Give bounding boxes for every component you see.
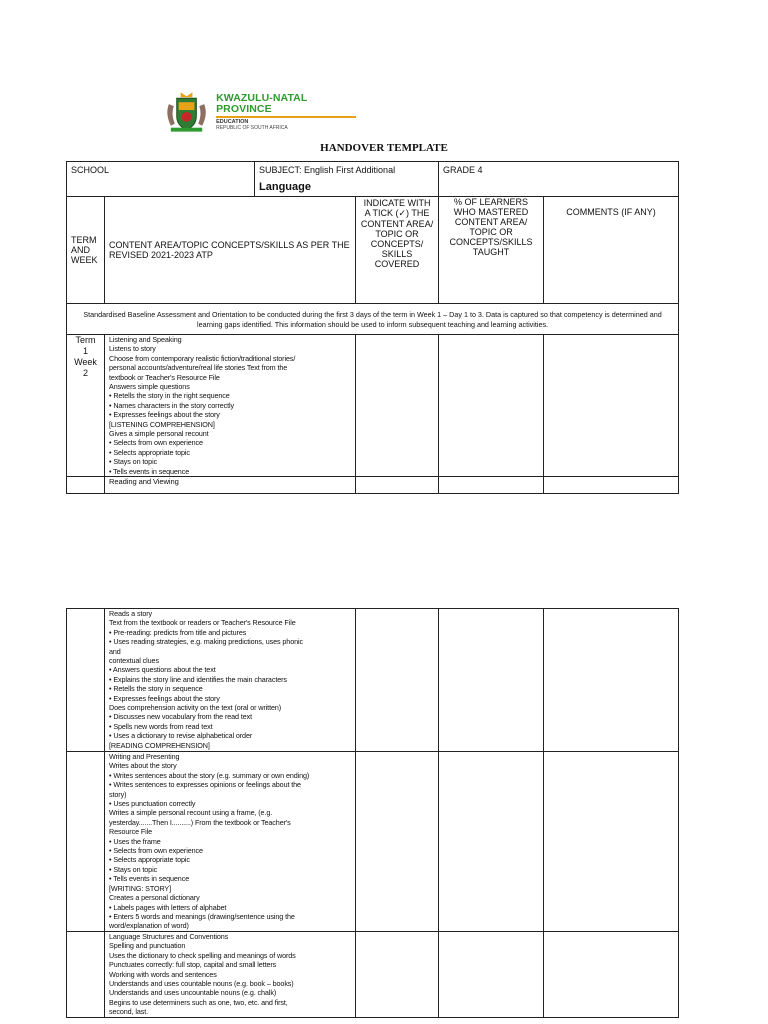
reading-line: • Discusses new vocabulary from the read text [109, 712, 253, 722]
comments-cell-listening[interactable] [544, 335, 679, 477]
term-week-cell: Term 1 Week 2 [67, 335, 105, 477]
reading-line: • Expresses feelings about the story [109, 693, 220, 703]
listening-line: Listening and Speaking [109, 335, 182, 344]
language-line: Uses the dictionary to check spelling and meanings of words [109, 950, 296, 960]
reading-viewing-content [105, 609, 356, 752]
writing-line: word/explanation of word) [109, 921, 189, 931]
language-line: second, last. [109, 1007, 149, 1017]
subject-prefix: SUBJECT: English First Additional [259, 165, 396, 175]
writing-line: • Labels pages with letters of alphabet [109, 902, 227, 912]
school-field[interactable]: SCHOOL [67, 162, 255, 197]
language-line: Working with words and sentences [109, 969, 217, 979]
col-header-term-week: TERM AND WEEK [67, 197, 105, 304]
comments-cell-language[interactable] [544, 932, 679, 1018]
language-line: Language Structures and Conventions [109, 932, 229, 941]
listening-line: • Retells the story in the right sequence [109, 391, 230, 401]
writing-line: • Stays on topic [109, 864, 158, 874]
reading-line: Reads a story [109, 609, 153, 618]
col-header-content-area: CONTENT AREA/TOPIC CONCEPTS/SKILLS AS PER THE REVISED 2021-2023 ATP [105, 197, 356, 304]
term-week-cell-language [67, 932, 105, 1018]
writing-line: • Writes sentences about the story (e.g. summary or own ending) [109, 770, 310, 780]
reading-viewing-heading: Reading and Viewing [105, 477, 356, 494]
col-header-percent-mastered: % OF LEARNERS WHO MASTERED CONTENT AREA/ TOPIC OR CONCEPTS/SKILLS TAUGHT [439, 197, 544, 304]
comments-cell-reading-heading[interactable] [544, 477, 679, 494]
coat-of-arms-icon [163, 90, 210, 134]
tick-cell-listening[interactable] [356, 335, 439, 477]
language-structures-content [105, 932, 356, 1018]
tick-cell-writing[interactable] [356, 752, 439, 932]
term-week-cell-reading [67, 609, 105, 752]
reading-line: [READING COMPREHENSION] [109, 740, 210, 750]
writing-line: [WRITING: STORY] [109, 883, 172, 893]
writing-line: Resource File [109, 827, 153, 837]
document-title: HANDOVER TEMPLATE [320, 142, 448, 154]
listening-speaking-content [105, 335, 356, 477]
reading-line: • Uses a dictionary to revise alphabetical order [109, 731, 253, 741]
percent-cell-listening[interactable] [439, 335, 544, 477]
language-line: Spelling and punctuation [109, 941, 186, 951]
language-line: Begins to use determiners such as one, two, etc. and first, [109, 997, 288, 1007]
tick-cell-reading[interactable] [356, 609, 439, 752]
listening-line: • Selects from own experience [109, 438, 203, 448]
reading-line: • Spells new words from read text [109, 721, 213, 731]
logo-province: KWAZULU-NATAL PROVINCE [216, 92, 308, 115]
language-line: Understands and uses countable nouns (e.g. book – books) [109, 979, 294, 989]
logo-country: REPUBLIC OF SOUTH AFRICA [216, 124, 288, 131]
listening-line: • Tells events in sequence [109, 466, 190, 476]
writing-line: • Selects appropriate topic [109, 855, 190, 865]
listening-line: Choose from contemporary realistic fiction/traditional stories/ [109, 353, 296, 363]
writing-line: • Uses punctuation correctly [109, 799, 196, 809]
percent-cell-reading-heading[interactable] [439, 477, 544, 494]
listening-line: textbook or Teacher's Resource File [109, 372, 220, 382]
writing-line: Creates a personal dictionary [109, 893, 200, 903]
reading-line: • Answers questions about the text [109, 665, 216, 675]
language-line: Punctuates correctly: full stop, capital and small letters [109, 960, 277, 970]
reading-line: and [109, 646, 121, 656]
reading-line: Text from the textbook or readers or Teacher's Resource File [109, 618, 296, 628]
comments-cell-writing[interactable] [544, 752, 679, 932]
percent-cell-language[interactable] [439, 932, 544, 1018]
kzn-education-logo [163, 90, 363, 134]
writing-presenting-content [105, 752, 356, 932]
listening-line: Answers simple questions [109, 382, 190, 392]
comments-cell-reading[interactable] [544, 609, 679, 752]
writing-line: • Tells events in sequence [109, 874, 190, 884]
writing-line: Writing and Presenting [109, 752, 180, 761]
writing-line: • Selects from own experience [109, 846, 203, 856]
writing-line: • Enters 5 words and meanings (drawing/sentence using the [109, 911, 295, 921]
reading-line: • Explains the story line and identifies the main characters [109, 674, 287, 684]
reading-line: • Pre-reading: predicts from title and pictures [109, 627, 247, 637]
language-line: Understands and uses uncountable nouns (e.g. chalk) [109, 988, 277, 998]
writing-line: Writes a simple personal recount using a frame, (e.g. [109, 808, 273, 818]
listening-line: • Names characters in the story correctly [109, 400, 235, 410]
tick-cell-reading-heading[interactable] [356, 477, 439, 494]
logo-divider [216, 116, 356, 118]
term-week-cell-empty [67, 477, 105, 494]
listening-line: Gives a simple personal recount [109, 429, 209, 439]
listening-line: • Expresses feelings about the story [109, 410, 220, 420]
reading-line: contextual clues [109, 656, 159, 666]
logo-department: EDUCATION [216, 119, 249, 126]
percent-cell-writing[interactable] [439, 752, 544, 932]
writing-line: Writes about the story [109, 761, 177, 771]
tick-cell-language[interactable] [356, 932, 439, 1018]
reading-line: • Uses reading strategies, e.g. making predictions, uses phonic [109, 637, 303, 647]
listening-line: • Stays on topic [109, 457, 158, 467]
listening-line: [LISTENING COMPREHENSION] [109, 419, 215, 429]
writing-line: story) [109, 789, 127, 799]
handover-table-page-2 [66, 608, 679, 1018]
subject-emphasis: Language [259, 181, 311, 193]
col-header-comments: COMMENTS (IF ANY) [544, 197, 679, 304]
col-header-indicate-tick: INDICATE WITH A TICK (✓) THE CONTENT AREA/ TOPIC OR CONCEPTS/ SKILLS COVERED [356, 197, 439, 304]
term-week-cell-writing [67, 752, 105, 932]
handover-table-page-1 [66, 161, 679, 494]
reading-line: Does comprehension activity on the text (oral or written) [109, 703, 282, 713]
grade-field[interactable]: GRADE 4 [439, 162, 679, 197]
baseline-assessment-note: Standardised Baseline Assessment and Orientation to be conducted during the first 3 days of the term in Week 1 – Day 1 to 3. Data is captured so that competency is determined and learning gaps identified. This information should be used to inform subsequent teaching and learning activities. [67, 304, 679, 335]
writing-line: • Writes sentences to expresses opinions or feelings about the [109, 780, 301, 790]
listening-line: personal accounts/adventure/real life stories Text from the [109, 363, 288, 373]
subject-field[interactable] [255, 162, 439, 197]
writing-line: yesterday.......Then I..........) From the textbook or Teacher's [109, 817, 291, 827]
listening-line: Listens to story [109, 344, 156, 354]
percent-cell-reading[interactable] [439, 609, 544, 752]
reading-line: • Retells the story in sequence [109, 684, 203, 694]
writing-line: • Uses the frame [109, 836, 161, 846]
listening-line: • Selects appropriate topic [109, 447, 190, 457]
